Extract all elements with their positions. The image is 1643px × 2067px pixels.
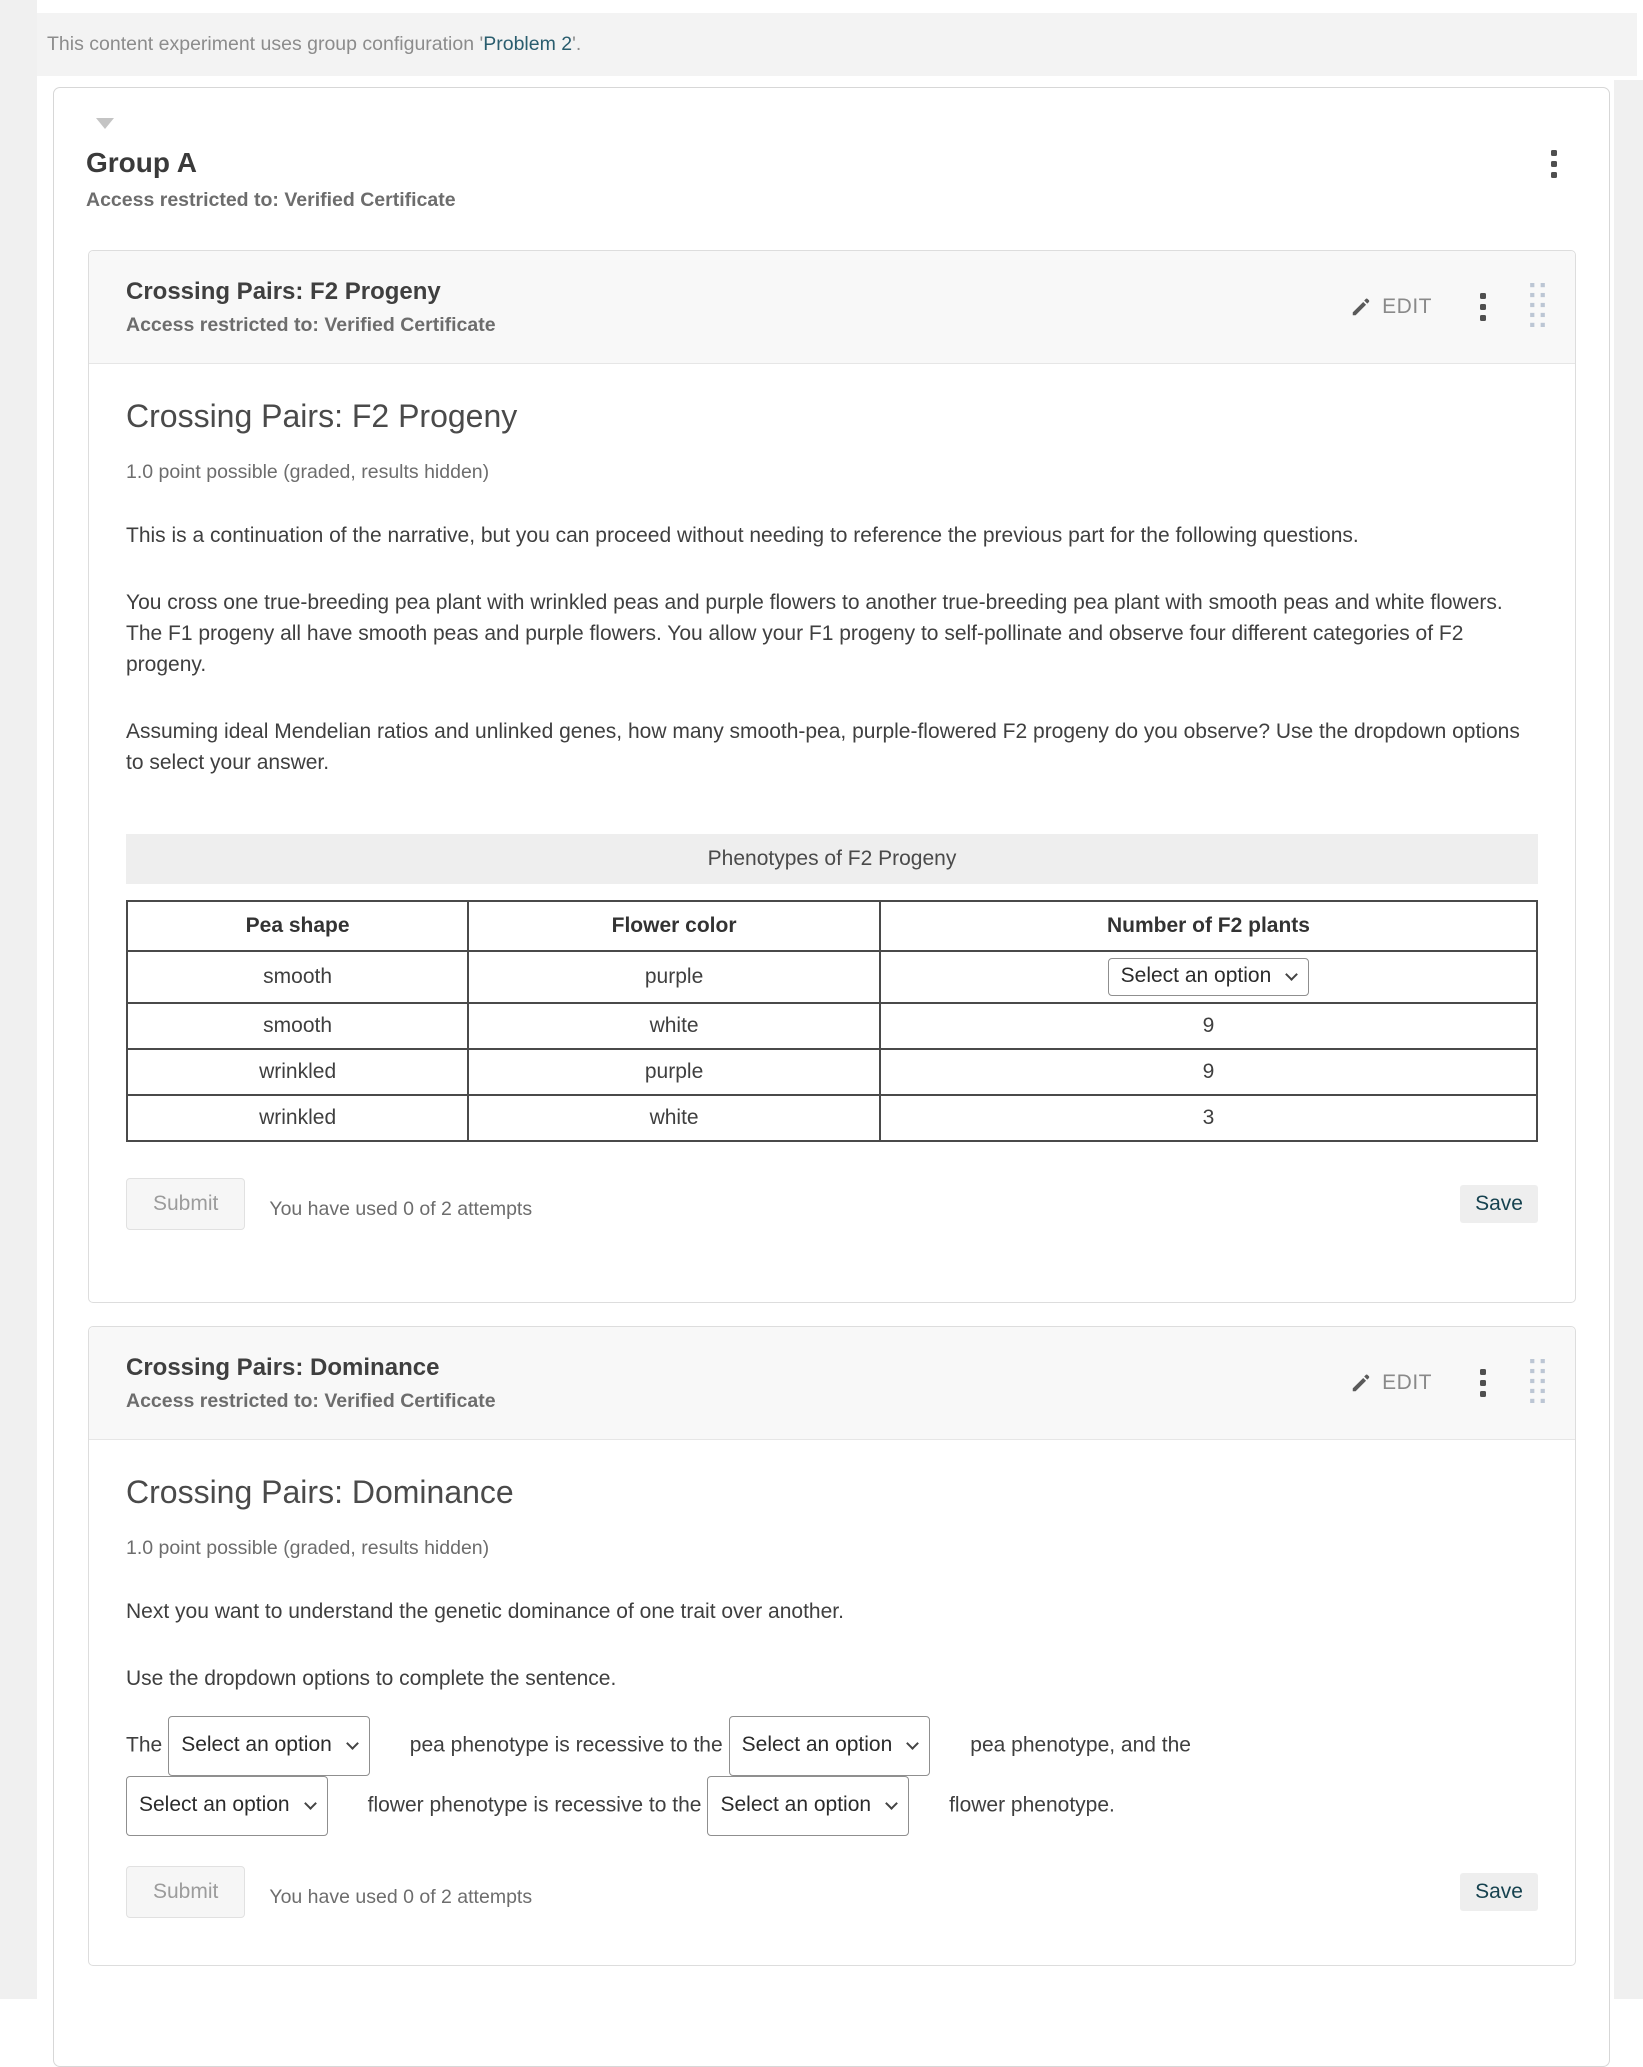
pea-recessive-select[interactable] — [168, 1716, 370, 1776]
column-header-number-f2: Number of F2 plants — [880, 901, 1537, 951]
cell-flower-color: white — [468, 1095, 880, 1141]
chevron-down-icon — [885, 1797, 898, 1810]
fill-in-sentence — [126, 1716, 1538, 1836]
action-row — [126, 1866, 1538, 1918]
select-value: Select an option — [741, 1733, 893, 1756]
problem-actions-kebab-icon[interactable] — [1476, 1365, 1490, 1401]
answer-select-value: Select an option — [1120, 964, 1272, 987]
chevron-down-icon — [346, 1737, 359, 1750]
kebab-dot — [1480, 1369, 1486, 1375]
kebab-dot — [1480, 293, 1486, 299]
cell-count: 9 — [880, 1003, 1537, 1049]
problem-display-title: Crossing Pairs: F2 Progeny — [126, 398, 518, 434]
group-access-text: Access restricted to: Verified Certificate — [86, 189, 456, 211]
problem-body — [89, 1440, 1575, 1990]
kebab-dot — [1480, 315, 1486, 321]
kebab-dot — [1480, 304, 1486, 310]
select-value: Select an option — [181, 1733, 332, 1756]
chevron-down-icon — [1285, 968, 1298, 981]
f2-progeny-table — [126, 900, 1538, 1142]
problem-header-text — [126, 278, 496, 337]
kebab-dot — [1480, 1391, 1486, 1397]
column-header-flower-color: Flower color — [468, 901, 880, 951]
pencil-icon — [1350, 296, 1372, 318]
problem-body — [89, 364, 1575, 1302]
save-button[interactable]: Save — [1460, 1873, 1538, 1911]
problem-header — [89, 251, 1575, 364]
cell-flower-color: purple — [468, 951, 880, 1003]
edit-button-label: EDIT — [1382, 1371, 1432, 1394]
table-row — [127, 1095, 1537, 1141]
cell-pea-shape: wrinkled — [127, 1095, 468, 1141]
submit-button[interactable]: Submit — [126, 1866, 245, 1918]
points-possible-text: 1.0 point possible (graded, results hidden) — [126, 461, 490, 483]
chevron-down-icon — [304, 1797, 317, 1810]
problem-title: Crossing Pairs: F2 Progeny — [126, 277, 441, 305]
drag-handle-icon[interactable] — [1528, 1357, 1547, 1410]
sentence-segment: pea phenotype, and the — [970, 1733, 1191, 1757]
problem-header — [89, 1327, 1575, 1440]
table-row — [127, 1003, 1537, 1049]
cell-answer-select — [880, 951, 1537, 1003]
group-actions-kebab-icon[interactable] — [1547, 146, 1561, 182]
problem-paragraph: This is a continuation of the narrative, but you can proceed without needing to reference the previous part for the following questions. — [126, 524, 1359, 547]
problem-card-dominance — [88, 1326, 1576, 1966]
problem-display-title: Crossing Pairs: Dominance — [126, 1474, 514, 1510]
sentence-segment: flower phenotype. — [949, 1793, 1115, 1817]
answer-select[interactable] — [1108, 958, 1310, 996]
table-row — [127, 1049, 1537, 1095]
sentence-segment: The — [126, 1733, 163, 1757]
group-configuration-link[interactable]: Problem 2 — [483, 33, 573, 55]
action-row — [126, 1178, 1538, 1230]
problem-controls — [1344, 1357, 1547, 1410]
problem-title: Crossing Pairs: Dominance — [126, 1353, 440, 1381]
flower-recessive-select[interactable] — [126, 1776, 328, 1836]
cell-flower-color: purple — [468, 1049, 880, 1095]
sentence-segment: flower phenotype is recessive to the — [367, 1793, 702, 1817]
cell-pea-shape: wrinkled — [127, 1049, 468, 1095]
problem-paragraph: Assuming ideal Mendelian ratios and unlinked genes, how many smooth-pea, purple-flowered F2 progeny do you observe? Use the dropdown options to select your answer. — [126, 720, 1520, 774]
problem-paragraph: You cross one true-breeding pea plant with wrinkled peas and purple flowers to another true-breeding pea plant with smooth peas and white flowers. The F1 progeny all have smooth peas and purple flowers. You allow your F1 progeny to self-pollinate and observe four different categories of F2 progeny. — [126, 591, 1503, 676]
kebab-dot — [1551, 161, 1557, 167]
group-a-card — [53, 87, 1610, 2067]
experiment-banner — [37, 13, 1637, 76]
cell-pea-shape: smooth — [127, 1003, 468, 1049]
problem-header-text — [126, 1354, 496, 1413]
banner-text-suffix: '. — [572, 33, 582, 55]
table-row — [127, 951, 1537, 1003]
chevron-down-icon — [906, 1737, 919, 1750]
problem-controls — [1344, 281, 1547, 334]
cell-count: 9 — [880, 1049, 1537, 1095]
flower-dominant-select[interactable] — [707, 1776, 909, 1836]
select-value: Select an option — [139, 1793, 290, 1816]
problem-paragraph: Next you want to understand the genetic dominance of one trait over another. — [126, 1600, 844, 1623]
drag-handle-icon[interactable] — [1528, 281, 1547, 334]
problem-actions-kebab-icon[interactable] — [1476, 289, 1490, 325]
kebab-dot — [1551, 172, 1557, 178]
points-possible-text: 1.0 point possible (graded, results hidden) — [126, 1537, 490, 1559]
edit-button[interactable] — [1344, 1370, 1438, 1396]
table-caption: Phenotypes of F2 Progeny — [126, 834, 1538, 884]
pencil-icon — [1350, 1372, 1372, 1394]
group-title: Group A — [86, 147, 197, 178]
table-header-row — [127, 901, 1537, 951]
save-button[interactable]: Save — [1460, 1185, 1538, 1223]
problem-access-text: Access restricted to: Verified Certificate — [126, 313, 496, 336]
edit-button[interactable] — [1344, 294, 1438, 320]
kebab-dot — [1551, 150, 1557, 156]
sentence-segment: pea phenotype is recessive to the — [409, 1733, 723, 1757]
kebab-dot — [1480, 1380, 1486, 1386]
cell-pea-shape: smooth — [127, 951, 468, 1003]
column-header-pea-shape: Pea shape — [127, 901, 468, 951]
edit-button-label: EDIT — [1382, 295, 1432, 318]
cell-count: 3 — [880, 1095, 1537, 1141]
pea-dominant-select[interactable] — [729, 1716, 931, 1776]
collapse-caret-icon[interactable] — [96, 118, 114, 129]
page-right-gutter — [1614, 80, 1643, 1999]
page-left-gutter — [0, 0, 37, 1999]
banner-text-prefix: This content experiment uses group configuration ' — [47, 33, 484, 55]
cell-flower-color: white — [468, 1003, 880, 1049]
attempts-used-text: You have used 0 of 2 attempts — [269, 1197, 533, 1220]
problem-paragraph: Use the dropdown options to complete the sentence. — [126, 1667, 617, 1690]
select-value: Select an option — [720, 1793, 872, 1816]
submit-button[interactable]: Submit — [126, 1178, 245, 1230]
attempts-used-text: You have used 0 of 2 attempts — [269, 1885, 533, 1908]
problem-access-text: Access restricted to: Verified Certificate — [126, 1389, 496, 1412]
problem-card-f2-progeny — [88, 250, 1576, 1303]
